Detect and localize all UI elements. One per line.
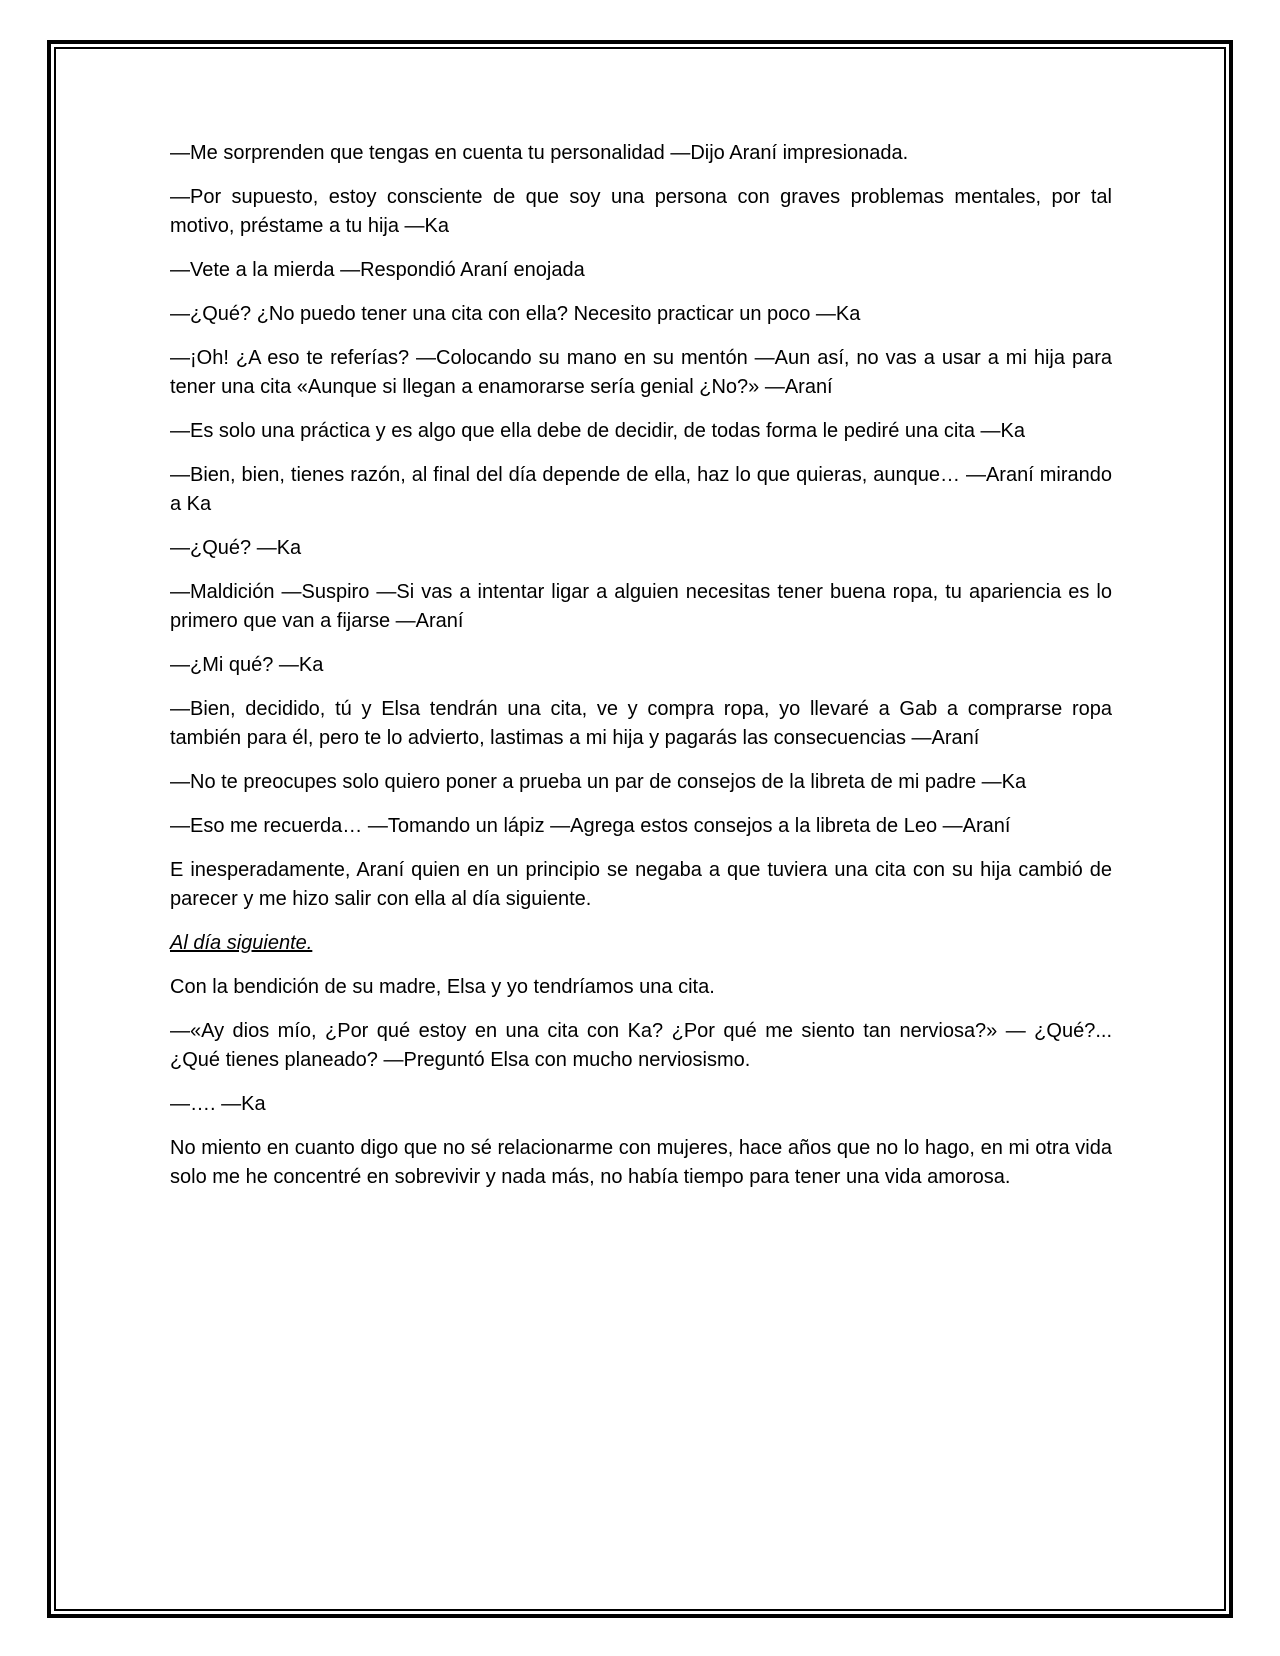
paragraph: —No te preocupes solo quiero poner a prueba un par de consejos de la libreta de mi padre —Ka xyxy=(170,771,1027,793)
paragraph: —¿Mi qué? —Ka xyxy=(170,654,324,676)
section-heading: Al día siguiente. xyxy=(170,932,313,954)
paragraph: Con la bendición de su madre, Elsa y yo tendríamos una cita. xyxy=(170,976,715,998)
paragraph: —¡Oh! ¿A eso te referías? —Colocando su mano en su mentón —Aun así, no vas a usar a mi hija para tener una cita «Aunque si llegan a enamorarse sería genial ¿No?» —Araní xyxy=(170,347,1112,398)
paragraph: —¿Qué? —Ka xyxy=(170,537,302,559)
paragraph: —¿Qué? ¿No puedo tener una cita con ella? Necesito practicar un poco —Ka xyxy=(170,303,861,325)
paragraph: —Bien, bien, tienes razón, al final del día depende de ella, haz lo que quieras, aunque… —Araní mirando a Ka xyxy=(170,464,1112,515)
paragraph: No miento en cuanto digo que no sé relacionarme con mujeres, hace años que no lo hago, en mi otra vida solo me he concentré en sobrevivir y nada más, no había tiempo para tener una vida amorosa. xyxy=(170,1137,1112,1188)
paragraph: —…. —Ka xyxy=(170,1093,266,1115)
paragraph: —Por supuesto, estoy consciente de que soy una persona con graves problemas mentales, por tal motivo, préstame a tu hija —Ka xyxy=(170,186,1112,237)
paragraph: —Es solo una práctica y es algo que ella debe de decidir, de todas forma le pediré una cita —Ka xyxy=(170,420,1025,442)
paragraph: —Vete a la mierda —Respondió Araní enojada xyxy=(170,259,585,281)
page-border-inner xyxy=(54,47,1226,1611)
paragraph: —Bien, decidido, tú y Elsa tendrán una cita, ve y compra ropa, yo llevaré a Gab a comprarse ropa también para él, pero te lo advierto, lastimas a mi hija y pagarás las consecuencias —Araní xyxy=(170,698,1112,749)
paragraph: —Me sorprenden que tengas en cuenta tu personalidad —Dijo Araní impresionada. xyxy=(170,142,909,164)
text-body xyxy=(56,49,1224,1192)
page-border-outer xyxy=(47,40,1233,1618)
paragraph: —Eso me recuerda… —Tomando un lápiz —Agrega estos consejos a la libreta de Leo —Araní xyxy=(170,815,1011,837)
paragraph: E inesperadamente, Araní quien en un principio se negaba a que tuviera una cita con su hija cambió de parecer y me hizo salir con ella al día siguiente. xyxy=(170,859,1112,910)
paragraph: —Maldición —Suspiro —Si vas a intentar ligar a alguien necesitas tener buena ropa, tu apariencia es lo primero que van a fijarse —Araní xyxy=(170,581,1112,632)
paragraph: —«Ay dios mío, ¿Por qué estoy en una cita con Ka? ¿Por qué me siento tan nerviosa?» — ¿Qué?... ¿Qué tienes planeado? —Preguntó Elsa con mucho nerviosismo. xyxy=(170,1020,1112,1071)
